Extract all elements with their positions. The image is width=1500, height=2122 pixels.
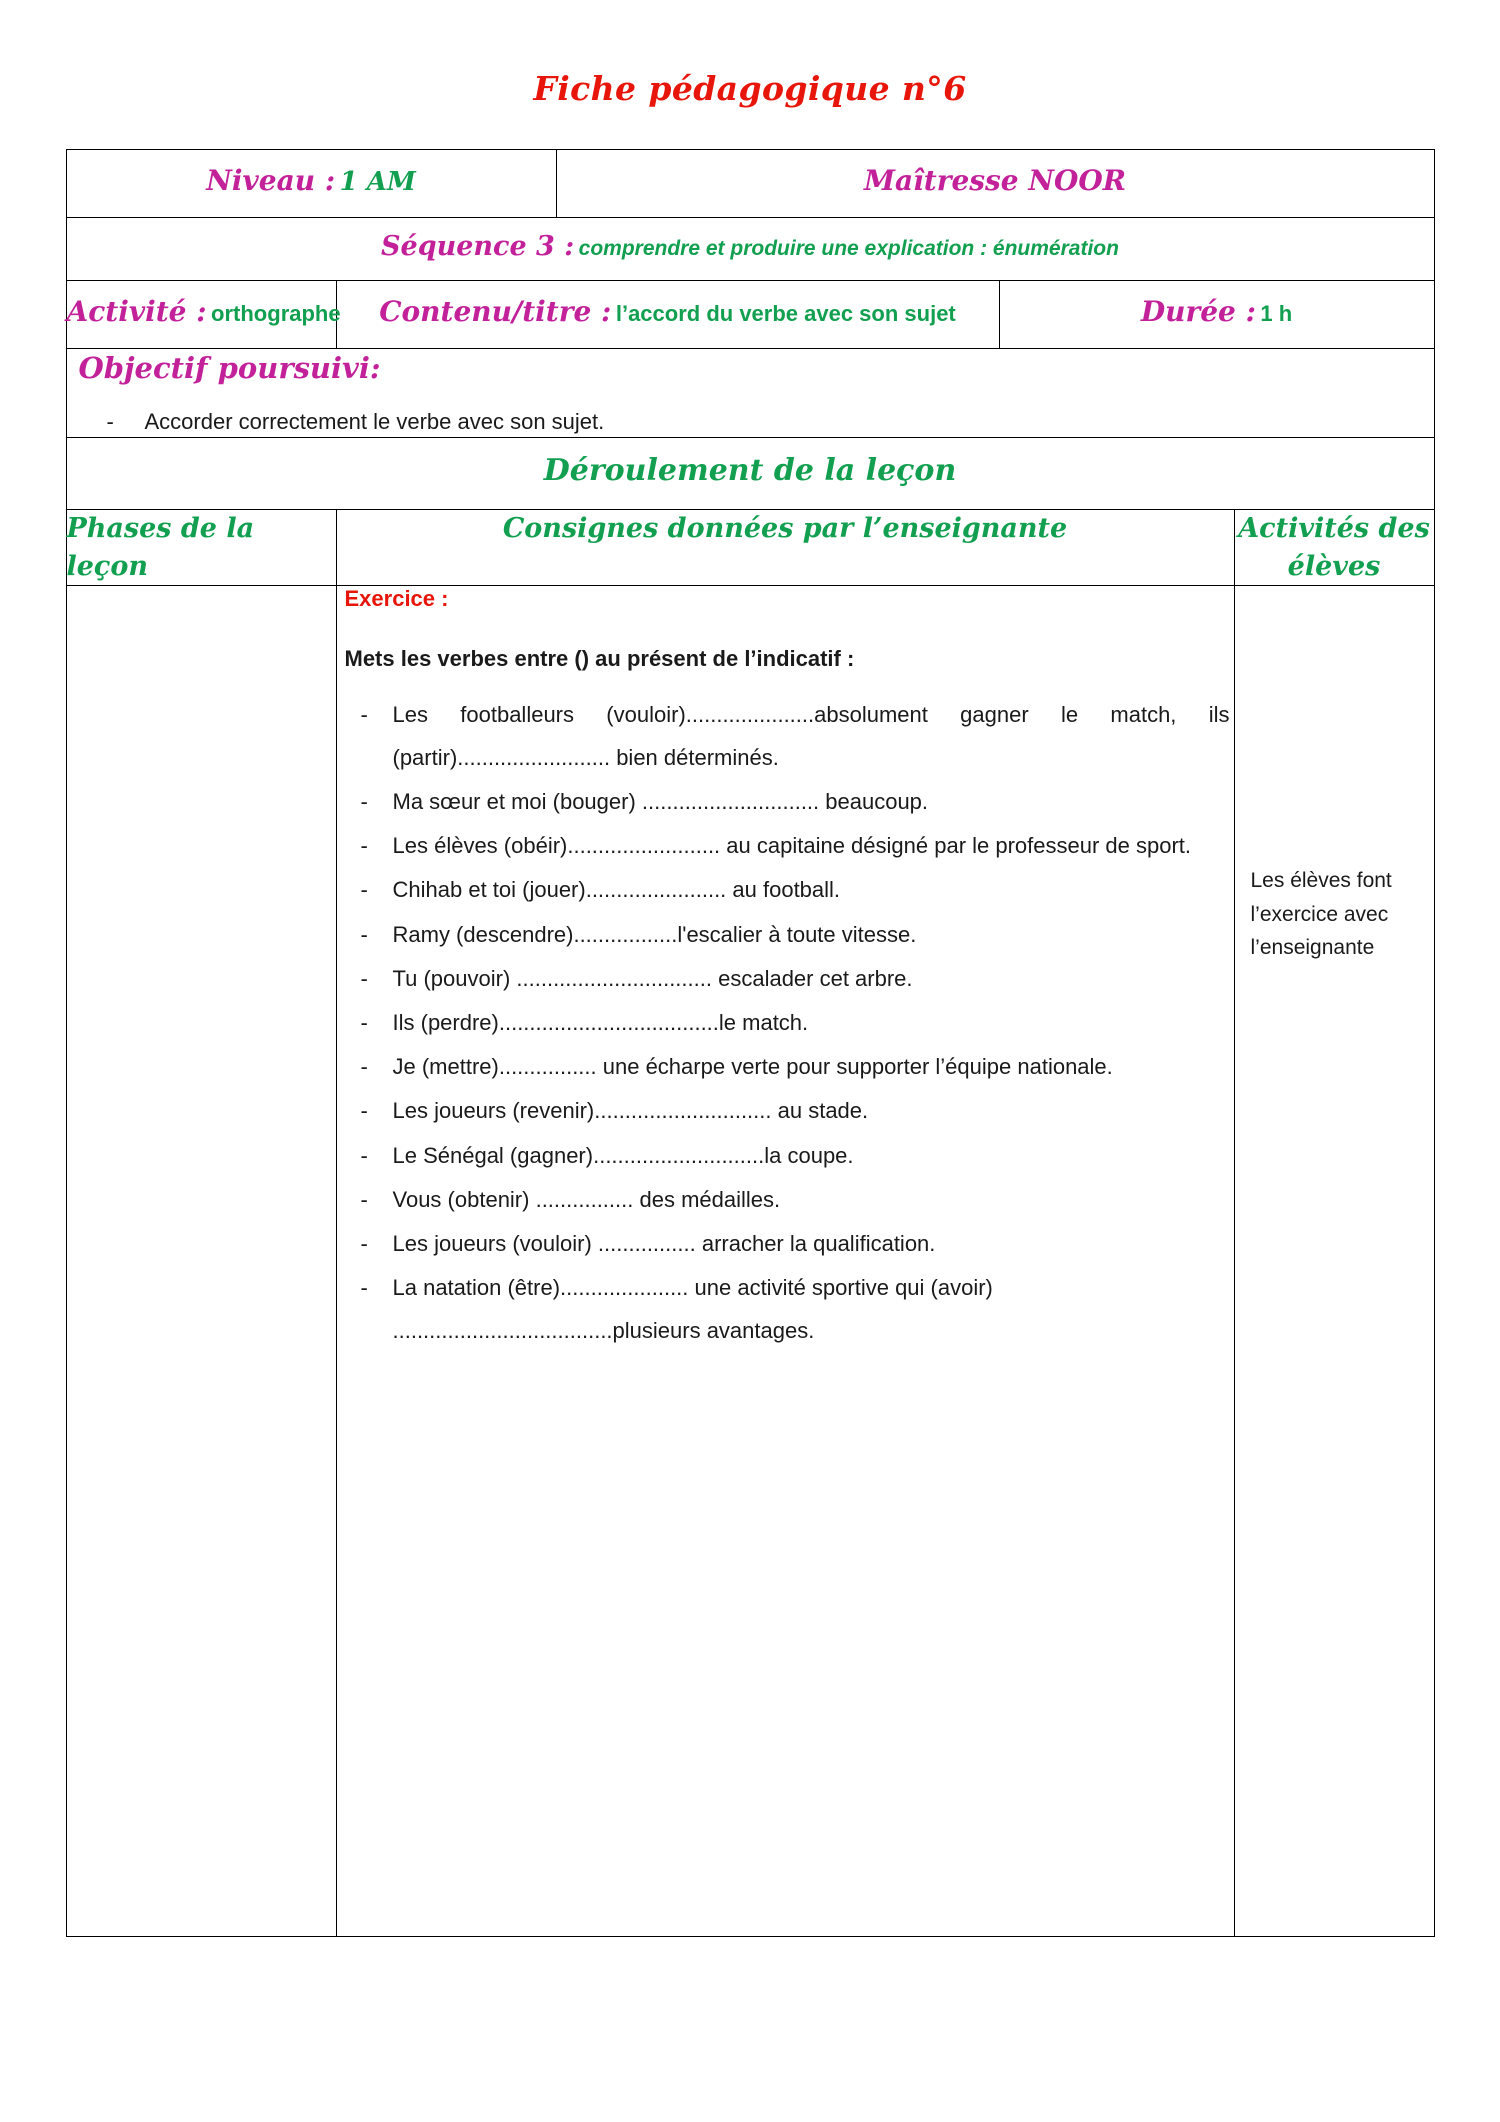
table-row-niveau bbox=[66, 150, 1434, 218]
deroulement-title: Déroulement de la leçon bbox=[543, 452, 957, 488]
cell-consignes-body bbox=[336, 586, 1234, 1937]
table-row-deroulement-banner bbox=[66, 437, 1434, 509]
list-item: - La natation (être)..................... une activité sportive qui (avoir) ....................................plusieurs avantages. bbox=[393, 1267, 1230, 1351]
objectif-item bbox=[67, 408, 1434, 437]
activite-value: orthographe bbox=[211, 301, 341, 326]
cell-duree bbox=[999, 281, 1434, 349]
exercice-instruction: Mets les verbes entre () au présent de l’indicatif : bbox=[344, 646, 855, 672]
cell-sequence bbox=[66, 218, 1434, 281]
list-item: - Les élèves (obéir)......................... au capitaine désigné par le professeur de sport. bbox=[393, 825, 1230, 867]
page-title: Fiche pédagogique n°6 bbox=[533, 69, 967, 108]
sequence-value: comprendre et produire une explication : énumération bbox=[578, 237, 1119, 260]
cell-phases-body bbox=[66, 586, 336, 1937]
niveau-label: Niveau : bbox=[206, 164, 336, 197]
list-item: - Tu (pouvoir) ................................ escalader cet arbre. bbox=[393, 958, 1230, 1000]
contenu-label: Contenu/titre : bbox=[379, 295, 612, 328]
list-item: - Ramy (descendre).................l'escalier à toute vitesse. bbox=[393, 914, 1230, 956]
column-header-consignes: Consignes données par l’enseignante bbox=[336, 509, 1234, 586]
list-item: - Vous (obtenir) ................ des médailles. bbox=[393, 1179, 1230, 1221]
cell-activites-body bbox=[1234, 586, 1434, 1937]
niveau-value: 1 AM bbox=[339, 167, 416, 197]
list-item: - Le Sénégal (gagner)............................la coupe. bbox=[393, 1135, 1230, 1177]
objectif-title: Objectif poursuivi: bbox=[78, 351, 381, 385]
table-row-body bbox=[66, 586, 1434, 1937]
column-header-phases: Phases de la leçon bbox=[66, 509, 336, 586]
table-row-objectif bbox=[66, 349, 1434, 438]
list-item: - Les joueurs (vouloir) ................ arracher la qualification. bbox=[393, 1223, 1230, 1265]
activites-eleves-text: Les élèves font l’exercice avec l’enseignante bbox=[1250, 869, 1392, 959]
duree-value: 1 h bbox=[1260, 301, 1293, 326]
list-item: - Les footballeurs (vouloir).....................absolument gagner le match, ils (partir)......................... bien déterminés. bbox=[393, 694, 1230, 778]
column-header-activites: Activités des élèves bbox=[1234, 509, 1434, 586]
table-row-column-headers bbox=[66, 509, 1434, 586]
objectif-item-text: Accorder correctement le verbe avec son sujet. bbox=[144, 409, 605, 435]
list-item: - Ma sœur et moi (bouger) ............................. beaucoup. bbox=[393, 781, 1230, 823]
cell-activite bbox=[66, 281, 341, 349]
cell-maitresse bbox=[556, 150, 1434, 218]
cell-objectif bbox=[66, 349, 1434, 438]
lesson-plan-table bbox=[66, 149, 1435, 1937]
cell-deroulement-banner bbox=[66, 437, 1434, 509]
objectif-dash: - bbox=[106, 409, 114, 435]
maitresse-value: Maîtresse NOOR bbox=[863, 164, 1126, 197]
list-item: - Les joueurs (revenir)............................. au stade. bbox=[393, 1090, 1230, 1132]
table-row-sequence bbox=[66, 218, 1434, 281]
cell-contenu bbox=[336, 281, 999, 349]
exercice-heading: Exercice : bbox=[344, 586, 449, 612]
activite-label: Activité : bbox=[66, 295, 207, 328]
duree-label: Durée : bbox=[1140, 295, 1256, 328]
table-row-activite bbox=[66, 281, 1434, 349]
cell-niveau bbox=[66, 150, 556, 218]
contenu-value: l’accord du verbe avec son sujet bbox=[615, 301, 956, 326]
exercice-item-list bbox=[337, 694, 1234, 1352]
list-item: - Je (mettre)................ une écharpe verte pour supporter l’équipe nationale. bbox=[393, 1046, 1230, 1088]
sequence-label: Séquence 3 : bbox=[381, 231, 575, 262]
list-item: - Chihab et toi (jouer)....................... au football. bbox=[393, 869, 1230, 911]
list-item: - Ils (perdre)....................................le match. bbox=[393, 1002, 1230, 1044]
